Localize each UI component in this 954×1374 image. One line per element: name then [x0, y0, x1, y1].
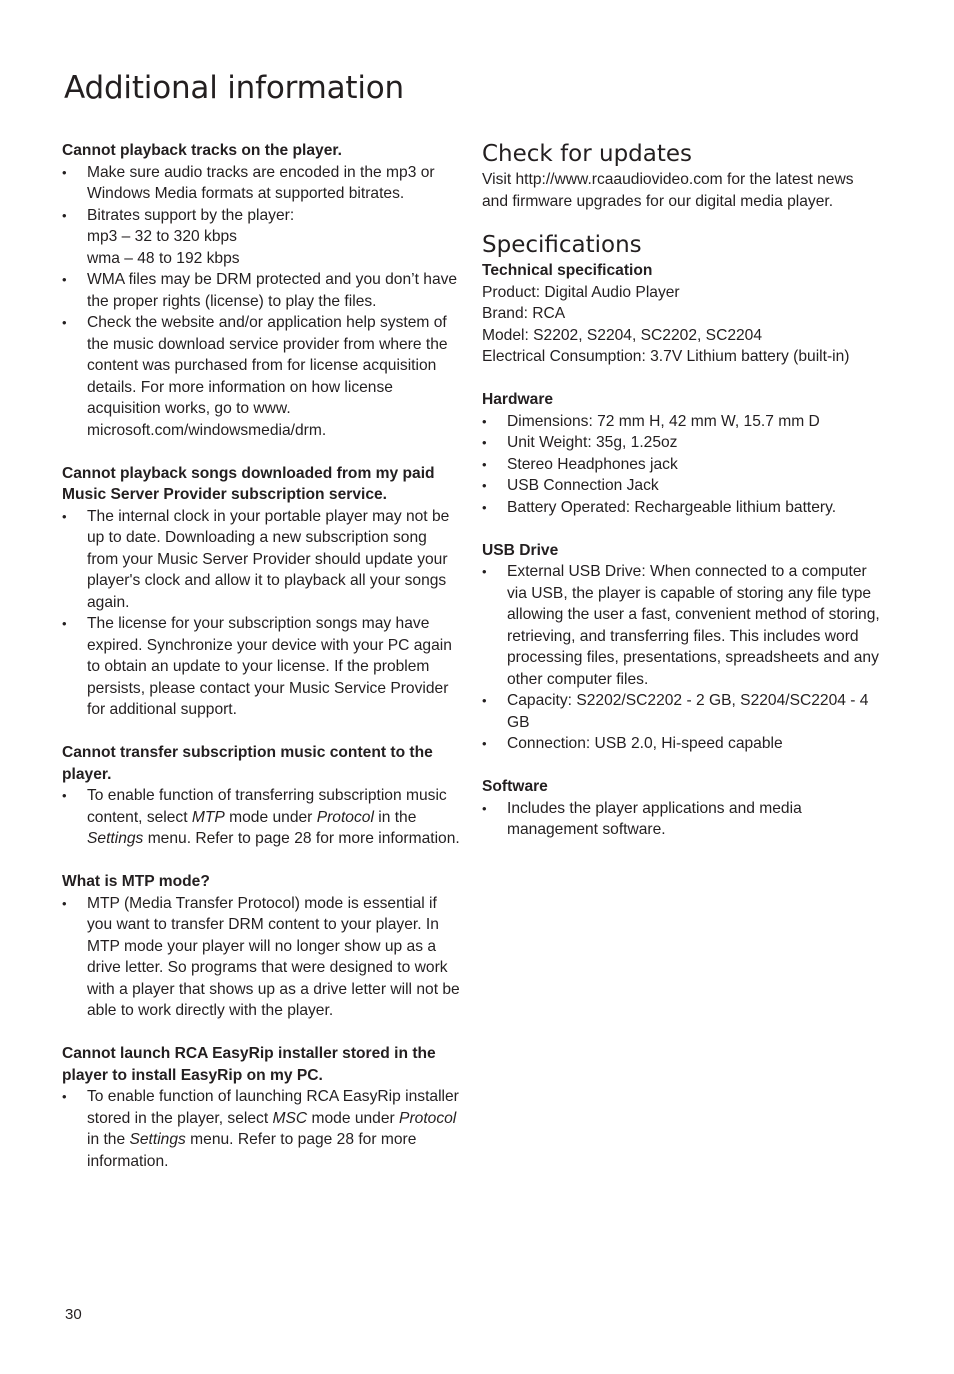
list-item: • USB Connection Jack [482, 475, 882, 497]
bitrate-intro: Bitrates support by the player: [87, 206, 295, 224]
list-item: • The license for your subscription songs may have expired. Synchronize your device with your PC again to obtain an update to your license. If the problem persists, please contact your Music Service Provider for additional support. [62, 613, 462, 721]
list-item: • The internal clock in your portable player may not be up to date. Downloading a new subscription song from your Music Server Provider should update your player's clock and allow it to playback all your songs again. [62, 506, 462, 614]
hardware-heading: Hardware [482, 391, 554, 408]
section-easyrip-installer [62, 1043, 462, 1172]
list-item: • Dimensions: 72 mm H, 42 mm W, 15.7 mm D [482, 411, 882, 433]
bullet-list [62, 785, 462, 850]
msc-term: MSC [272, 1109, 308, 1127]
text-run: in the [87, 1131, 130, 1148]
question-heading: What is MTP mode? [62, 873, 210, 890]
tech-spec-heading: Technical specification [482, 262, 653, 279]
bullet-list [62, 506, 462, 721]
settings-term: Settings [87, 830, 144, 847]
specifications-heading: Specifications [482, 232, 642, 258]
right-column [482, 140, 882, 862]
settings-term: Settings [129, 1131, 186, 1148]
spec-brand: Brand: RCA [482, 305, 566, 322]
bitrate-wma: wma – 48 to 192 kbps [87, 249, 240, 267]
text-run: menu. Refer to page 28 for more information. [87, 1131, 417, 1170]
text-run: mode under [307, 1109, 400, 1127]
bullet-list [482, 798, 882, 841]
question-heading: Cannot launch RCA EasyRip installer stored in the player to install EasyRip on my PC. [62, 1045, 436, 1084]
question-heading: Cannot playback tracks on the player. [62, 142, 342, 159]
spec-model: Model: S2202, S2204, SC2202, SC2204 [482, 326, 763, 344]
bullet-list [62, 1086, 462, 1172]
list-item [62, 1086, 462, 1172]
text-run: To enable function of launching RCA EasyRip installer stored in the player, select [87, 1088, 459, 1127]
section-software [482, 776, 882, 841]
list-item [62, 205, 462, 270]
text-run: mode under [224, 808, 317, 826]
software-heading: Software [482, 778, 548, 795]
list-item: • MTP (Media Transfer Protocol) mode is essential if you want to transfer DRM content to your player. In MTP mode your player will no longer show up as a drive letter. So programs that were designed to work with a player that shows up as a drive letter will not be able to work directly with the player. [62, 893, 462, 1022]
list-item: • Connection: USB 2.0, Hi-speed capable [482, 733, 882, 755]
section-what-is-mtp [62, 871, 462, 1022]
text-run: in the [373, 808, 417, 826]
bullet-list [482, 561, 882, 755]
section-cannot-playback-tracks [62, 140, 462, 441]
left-column [62, 140, 462, 1194]
text-run: menu. Refer to page 28 for more information. [143, 830, 460, 847]
updates-text: Visit http://www.rcaaudiovideo.com for the latest news and firmware upgrades for our digital media player. [482, 171, 854, 210]
text-run: To enable function of transferring subscription music content, select [87, 787, 447, 826]
list-item: • Check the website and/or application help system of the music download service provider from where the content was purchased from for license acquisition details. For more information on how license acquisition works, go to www. microsoft.com/windowsmedia/drm. [62, 312, 462, 441]
protocol-term: Protocol [316, 808, 374, 826]
list-item: • Battery Operated: Rechargeable lithium battery. [482, 497, 882, 519]
updates-heading: Check for updates [482, 141, 693, 167]
question-heading: Cannot transfer subscription music content to the player. [62, 744, 433, 783]
spec-electrical: Electrical Consumption: 3.7V Lithium battery (built-in) [482, 348, 850, 365]
bullet-list [62, 893, 462, 1022]
bullet-list [62, 162, 462, 442]
bitrate-mp3: mp3 – 32 to 320 kbps [87, 228, 237, 245]
list-item: • Capacity: S2202/SC2202 - 2 GB, S2204/SC2204 - 4 GB [482, 690, 882, 733]
section-specifications [482, 231, 882, 368]
list-item: • Stereo Headphones jack [482, 454, 882, 476]
list-item: • Includes the player applications and media management software. [482, 798, 882, 841]
list-item: • WMA files may be DRM protected and you don’t have the proper rights (license) to play the files. [62, 269, 462, 312]
page-number: 30 [65, 1306, 82, 1323]
list-item: • Make sure audio tracks are encoded in the mp3 or Windows Media formats at supported bitrates. [62, 162, 462, 205]
question-heading: Cannot playback songs downloaded from my paid Music Server Provider subscription service. [62, 464, 435, 503]
list-item: • External USB Drive: When connected to a computer via USB, the player is capable of storing any file type allowing the user a fast, convenient method of storing, retrieving, and transferring files. This includes word processing files, presentations, spreadsheets and any other computer files. [482, 561, 882, 690]
usb-heading: USB Drive [482, 541, 559, 559]
section-usb-drive [482, 540, 882, 755]
page-title: Additional information [64, 70, 404, 106]
section-check-for-updates [482, 140, 882, 212]
mtp-term: MTP [191, 808, 225, 826]
section-hardware [482, 389, 882, 518]
protocol-term: Protocol [399, 1109, 457, 1127]
section-subscription-songs [62, 463, 462, 721]
spec-product: Product: Digital Audio Player [482, 283, 680, 301]
bullet-list [482, 411, 882, 519]
list-item [62, 785, 462, 850]
list-item: • Unit Weight: 35g, 1.25oz [482, 432, 882, 454]
section-transfer-subscription [62, 742, 462, 850]
